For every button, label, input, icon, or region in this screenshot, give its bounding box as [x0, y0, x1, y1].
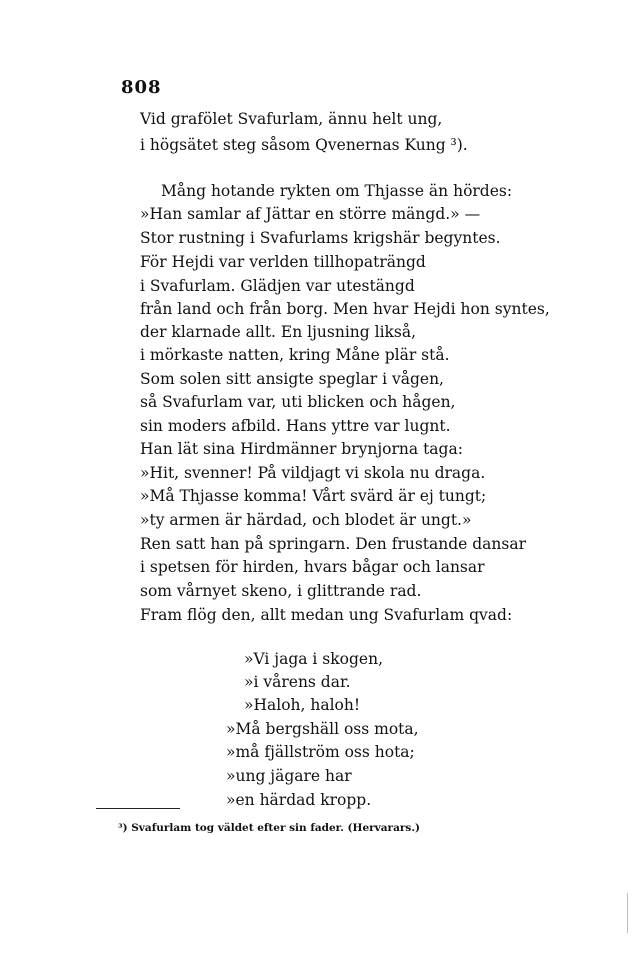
poem-line: i spetsen för hirden, hvars bågar och lansar [140, 558, 485, 576]
poem-line: sin moders afbild. Hans yttre var lugnt. [140, 417, 451, 435]
poem-line: så Svafurlam var, uti blicken och hågen, [140, 393, 456, 411]
song-line: »må fjällström oss hota; [226, 743, 415, 761]
poem-line: För Hejdi var verlden tillhopaträngd [140, 253, 426, 271]
poem-line: »Han samlar af Jättar en större mängd.» — [140, 205, 481, 223]
poem-line: der klarnade allt. En ljusning likså, [140, 323, 417, 341]
poem-line: Fram flög den, allt medan ung Svafurlam qvad: [140, 606, 513, 624]
poem-line: Mång hotande rykten om Thjasse än hördes: [161, 182, 513, 200]
poem-line: »Må Thjasse komma! Vårt svärd är ej tungt; [140, 487, 487, 505]
poem-line: i högsätet steg såsom Qvenernas Kung ³). [140, 136, 468, 154]
poem-line: »ty armen är härdad, och blodet är ungt.» [140, 511, 472, 529]
song-line: »en härdad kropp. [226, 791, 372, 809]
poem-line: Ren satt han på springarn. Den frustande dansar [140, 535, 527, 553]
footnote-rule [96, 808, 180, 809]
poem-line: Som solen sitt ansigte speglar i vågen, [140, 370, 444, 388]
song-line: »i vårens dar. [244, 673, 351, 691]
poem-line: i Svafurlam. Glädjen var utestängd [140, 277, 415, 295]
poem-line: Vid grafölet Svafurlam, ännu helt ung, [140, 110, 443, 128]
poem-line: i mörkaste natten, kring Måne plär stå. [140, 346, 450, 364]
poem-line: från land och från borg. Men hvar Hejdi hon syntes, [140, 300, 550, 318]
song-line: »ung jägare har [226, 767, 352, 785]
poem-line: som vårnyet skeno, i glittrande rad. [140, 582, 422, 600]
song-line: »Må bergshäll oss mota, [226, 720, 419, 738]
song-line: »Vi jaga i skogen, [244, 650, 383, 668]
song-line: »Haloh, haloh! [244, 696, 361, 714]
page-edge-mark [627, 893, 628, 933]
poem-line: Han lät sina Hirdmänner brynjorna taga: [140, 440, 463, 458]
poem-line: Stor rustning i Svafurlams krigshär begyntes. [140, 229, 501, 247]
page-number: 808 [121, 77, 162, 98]
poem-line: »Hit, svenner! På vildjagt vi skola nu draga. [140, 464, 486, 482]
footnote: ³) Svafurlam tog väldet efter sin fader. (Hervarars.) [118, 822, 420, 834]
